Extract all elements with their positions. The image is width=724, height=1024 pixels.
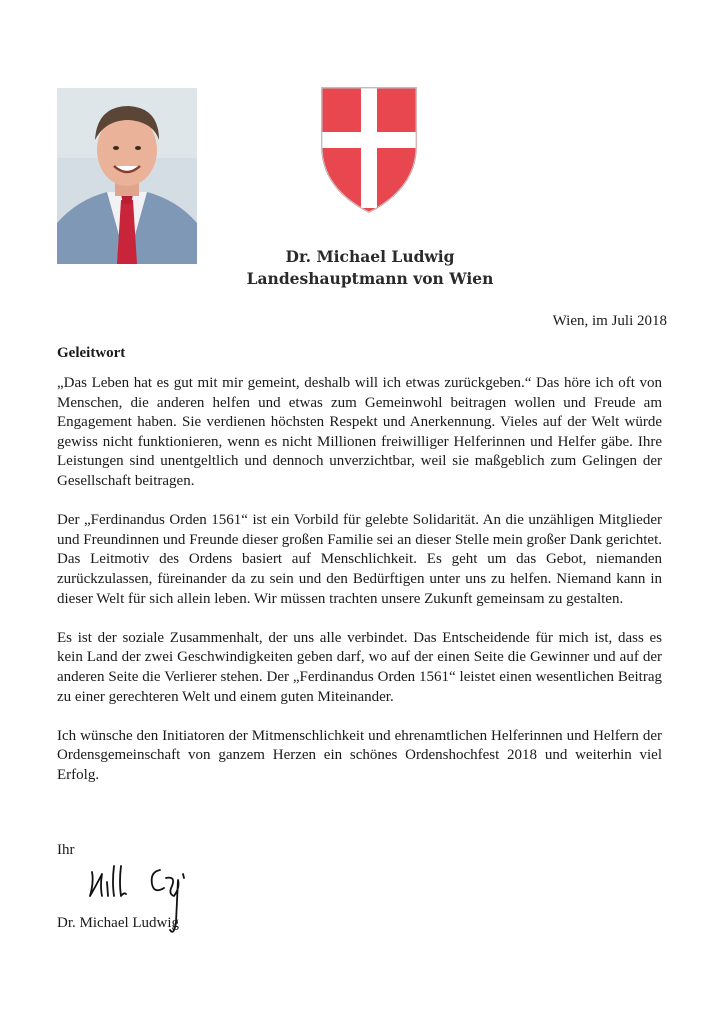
portrait-image bbox=[57, 88, 197, 264]
author-name: Dr. Michael Ludwig bbox=[285, 247, 455, 266]
paragraph: Ich wünsche den Initiatoren der Mitmenschlichkeit und ehrenamtlichen Helferinnen und Helfern der Ordensgemeinschaft von ganzem Herzen ein schönes Ordenshochfest 2018 und weiterhin viel Erfolg. bbox=[57, 727, 662, 783]
paragraph: Der „Ferdinandus Orden 1561“ ist ein Vorbild für gelebte Solidarität. An die unzähligen Mitglieder und Freundinnen und Freunde dieser großen Familie sei an dieser Stelle mein großer Dank gerichtet. Das Leitmotiv des Ordens basiert auf Menschlichkeit. Es geht um das Gebot, niemanden zurückzulassen, füreinander da zu sein und den Bedürftigen unter uns zu helfen. Niemand kann in dieser Welt für sich allein leben. Wir müssen trachten unsere Zukunft gemeinsam zu gestalten. bbox=[57, 512, 662, 607]
closing-word: Ihr bbox=[57, 842, 75, 858]
signer-name: Dr. Michael Ludwig bbox=[57, 915, 180, 931]
shield-icon bbox=[320, 86, 418, 214]
paragraph: Es ist der soziale Zusammenhalt, der uns alle verbindet. Das Entscheidende für mich ist, dass es kein Land der zwei Geschwindigkeiten geben darf, wo auf der einen Seite die Gewinner und auf der anderen Seite die Verlierer stehen. Der „Ferdinandus Orden 1561“ leistet einen wesentlichen Beitrag zu einer gerechteren Welt und einem guten Miteinander. bbox=[57, 629, 662, 705]
paragraph: „Das Leben hat es gut mit mir gemeint, deshalb will ich etwas zurückgeben.“ Das höre ich oft von Menschen, die anderen helfen und etwas zum Gemeinwohl beitragen wollen und Freude am Engagement haben. Sie verdienen höchsten Respekt und Anerkennung. Vieles auf der Welt würde gewiss nicht funktionieren, wenn es nicht Millionen freiwilliger Helferinnen und Helfer gäbe. Ihre Leistungen sind unentgeltlich und dennoch unverzichtbar, weil sie maßgeblich zum Gelingen der Gesellschaft beitragen. bbox=[57, 375, 662, 489]
letter-body bbox=[57, 374, 662, 805]
letter-date: Wien, im Juli 2018 bbox=[552, 313, 667, 329]
author-title: Landeshauptmann von Wien bbox=[246, 269, 494, 288]
letterhead bbox=[200, 246, 540, 290]
portrait-photo bbox=[57, 88, 197, 264]
letter-heading: Geleitwort bbox=[57, 345, 126, 361]
vienna-coat-of-arms bbox=[320, 86, 418, 214]
